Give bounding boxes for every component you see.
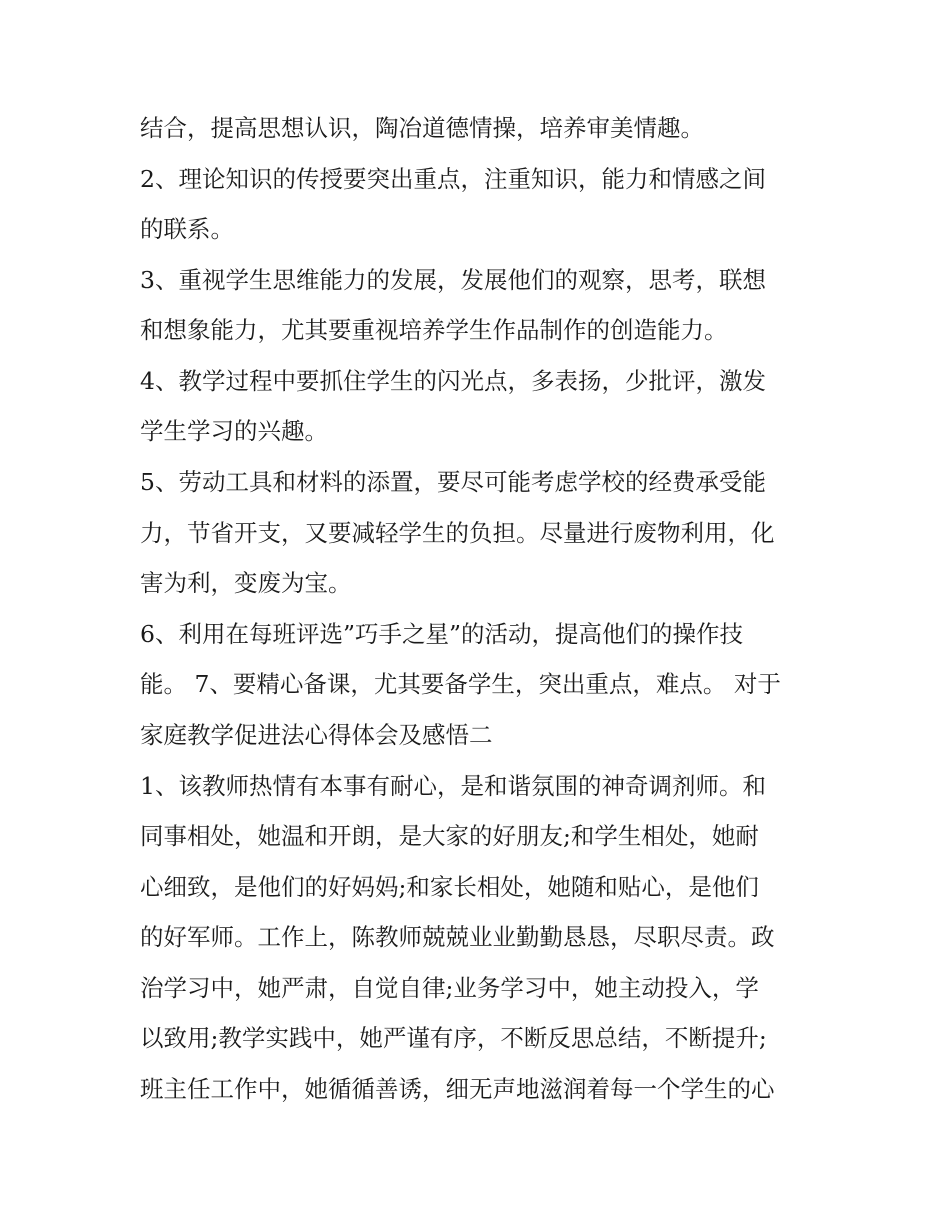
text-line: 6、利用在每班评选”巧手之星”的活动，提高他们的操作技: [140, 620, 743, 648]
text-line: 害为利，变废为宝。: [140, 569, 352, 597]
text-line: 同事相处，她温和开朗，是大家的好朋友;和学生相处，她耐: [140, 822, 759, 850]
text-line: 2、理论知识的传授要突出重点，注重知识，能力和情感之间: [140, 165, 766, 193]
text-line: 和想象能力，尤其要重视培养学生作品制作的创造能力。: [140, 316, 728, 344]
text-line: 力，节省开支，又要减轻学生的负担。尽量进行废物利用，化: [140, 519, 775, 547]
text-line: 家庭教学促进法心得体会及感悟二: [140, 721, 493, 749]
text-line: 治学习中，她严肃，自觉自律;业务学习中，她主动投入，学: [140, 974, 759, 1002]
text-line: 结合，提高思想认识，陶冶道德情操，培养审美情趣。: [140, 114, 704, 142]
text-line: 的好军师。工作上，陈教师兢兢业业勤勤恳恳，尽职尽责。政: [140, 923, 775, 951]
text-line: 1、该教师热情有本事有耐心，是和谐氛围的神奇调剂师。和: [140, 772, 766, 800]
text-line: 能。 7、要精心备课，尤其要备学生，突出重点，难点。 对于: [140, 670, 781, 698]
text-line: 5、劳动工具和材料的添置，要尽可能考虑学校的经费承受能: [140, 468, 766, 496]
text-line: 学生学习的兴趣。: [140, 417, 328, 445]
text-line: 心细致，是他们的好妈妈;和家长相处，她随和贴心，是他们: [140, 873, 759, 901]
text-line: 班主任工作中，她循循善诱，细无声地滋润着每一个学生的心: [140, 1075, 775, 1103]
text-line: 的联系。: [140, 215, 234, 243]
text-line: 4、教学过程中要抓住学生的闪光点，多表扬，少批评，激发: [140, 367, 766, 395]
text-line: 以致用;教学实践中，她严谨有序，不断反思总结，不断提升;: [140, 1024, 767, 1052]
text-line: 3、重视学生思维能力的发展，发展他们的观察，思考，联想: [140, 266, 766, 294]
